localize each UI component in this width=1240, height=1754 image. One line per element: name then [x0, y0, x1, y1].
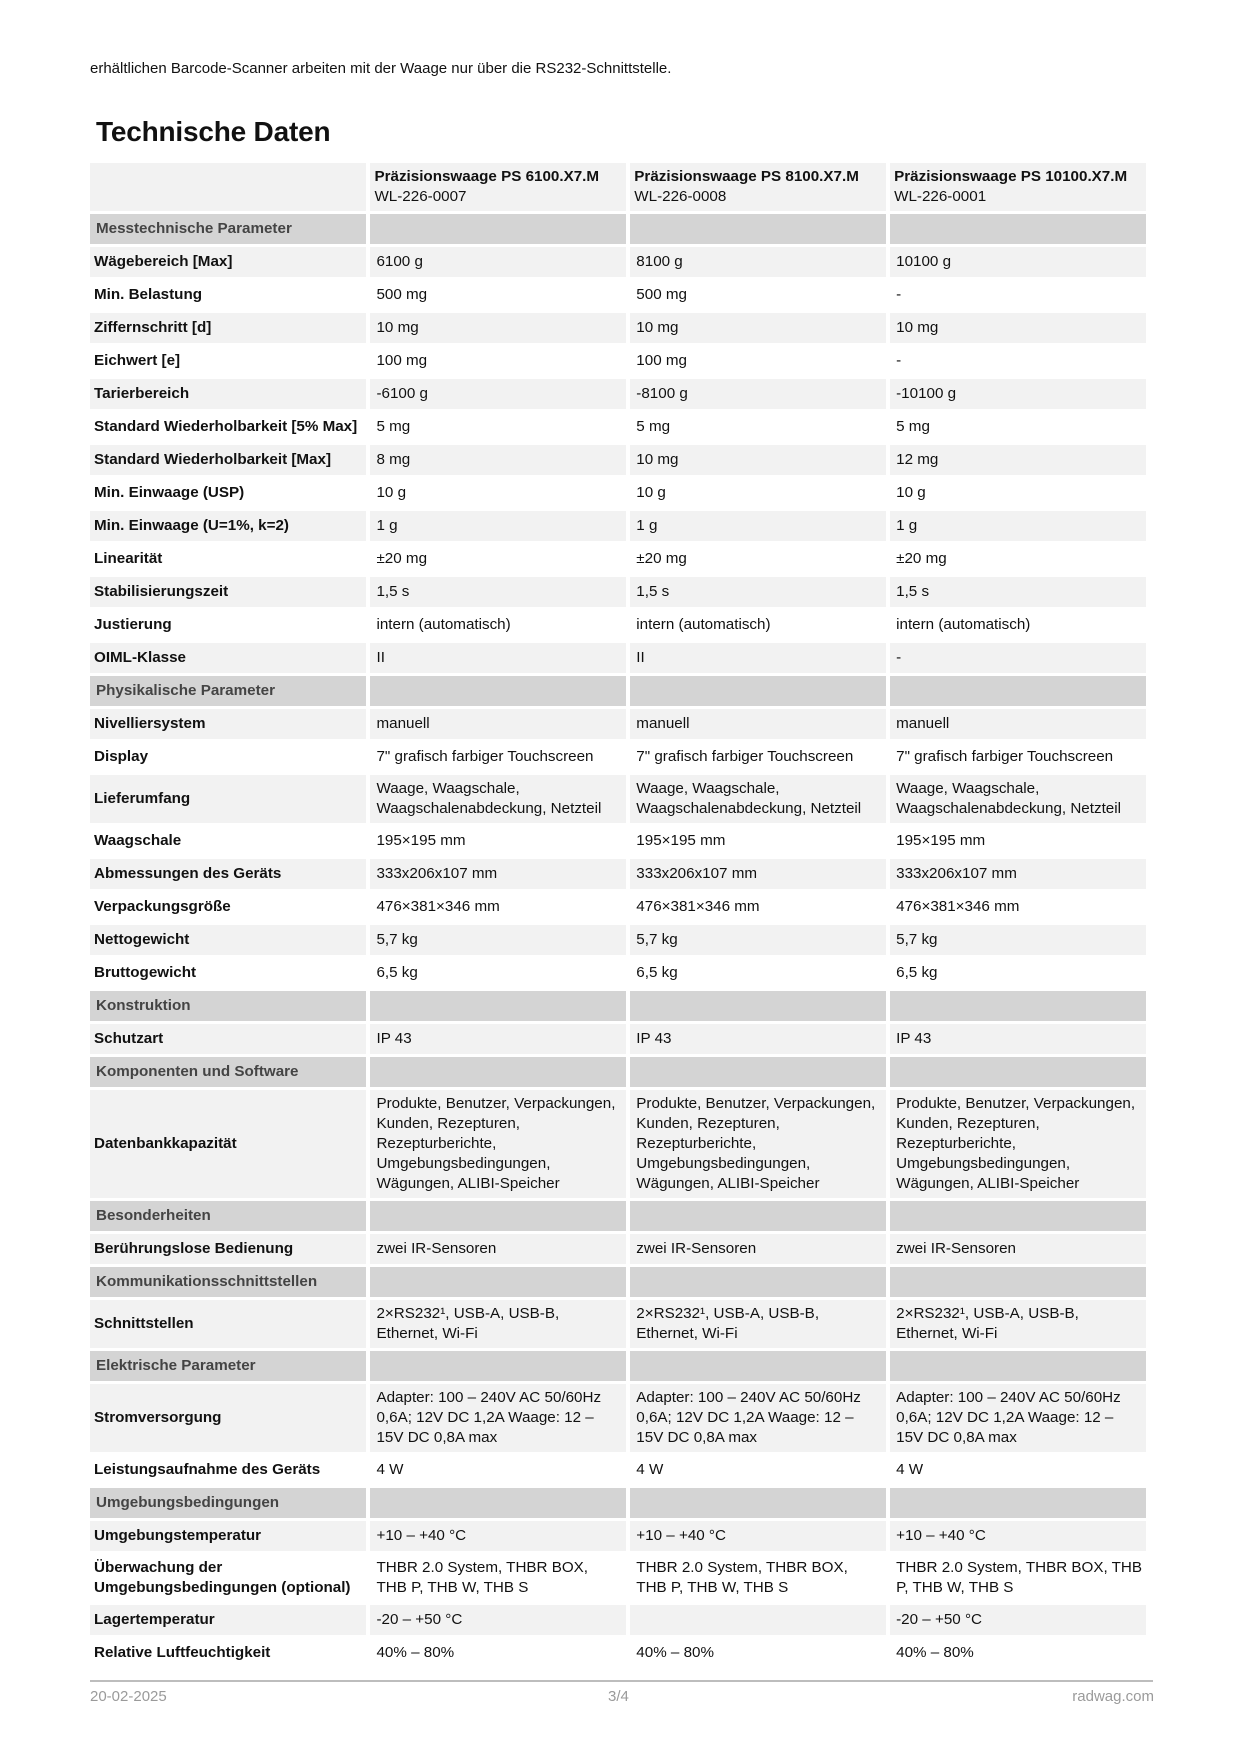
section-header-row — [90, 991, 1146, 1021]
spec-value — [630, 1605, 886, 1635]
spec-table — [86, 160, 1150, 1671]
spec-value: THBR 2.0 System, THBR BOX, THB P, THB W, THB S — [376, 1559, 589, 1596]
spec-value: 40% – 80% — [376, 1644, 455, 1661]
spec-value: ±20 mg — [896, 550, 947, 567]
spec-value: -20 – +50 °C — [890, 1605, 1146, 1635]
spec-value: 1 g — [370, 511, 626, 541]
spec-label: OIML-Klasse — [90, 643, 366, 673]
spec-value: Adapter: 100 – 240V AC 50/60Hz 0,6A; 12V DC 1,2A Waage: 12 – 15V DC 0,8A max — [890, 1384, 1146, 1452]
spec-label: Stabilisierungszeit — [90, 577, 366, 607]
spec-value: zwei IR-Sensoren — [890, 1234, 1146, 1264]
section-label: Besonderheiten — [90, 1201, 366, 1231]
spec-row — [90, 709, 1146, 739]
spec-row — [90, 826, 1146, 856]
spec-value: 6,5 kg — [376, 964, 418, 981]
spec-label: Lieferumfang — [90, 775, 366, 823]
section-filler-cell — [370, 1488, 626, 1518]
spec-value: 8100 g — [630, 247, 886, 277]
spec-label: Umgebungstemperatur — [90, 1521, 366, 1551]
spec-value: 476×381×346 mm — [376, 898, 500, 915]
spec-row — [90, 445, 1146, 475]
spec-row — [90, 892, 1146, 922]
spec-row — [90, 478, 1146, 508]
spec-label: Waagschale — [94, 832, 182, 849]
section-label: Umgebungsbedingungen — [90, 1488, 366, 1518]
spec-row — [90, 958, 1146, 988]
spec-value: 6,5 kg — [896, 964, 938, 981]
spec-row — [90, 379, 1146, 409]
section-filler-cell — [370, 676, 626, 706]
section-filler-cell — [630, 991, 886, 1021]
spec-label: Min. Belastung — [94, 286, 203, 303]
section-header-row — [90, 676, 1146, 706]
spec-value: 10 g — [636, 484, 666, 501]
spec-value: Adapter: 100 – 240V AC 50/60Hz 0,6A; 12V DC 1,2A Waage: 12 – 15V DC 0,8A max — [370, 1384, 626, 1452]
spec-value: IP 43 — [630, 1024, 886, 1054]
spec-value: manuell — [370, 709, 626, 739]
spec-value: 2×RS232¹, USB-A, USB-B, Ethernet, Wi-Fi — [370, 1300, 626, 1348]
model-header — [370, 163, 626, 211]
section-filler-cell — [630, 1267, 886, 1297]
spec-label: Leistungsaufnahme des Geräts — [94, 1461, 321, 1478]
spec-value: zwei IR-Sensoren — [630, 1234, 886, 1264]
spec-value: 8 mg — [370, 445, 626, 475]
spec-value: 500 mg — [376, 286, 428, 303]
spec-value: 10 mg — [630, 313, 886, 343]
spec-value: THBR 2.0 System, THBR BOX, THB P, THB W, THB S — [896, 1559, 1142, 1596]
spec-value: 5,7 kg — [890, 925, 1146, 955]
spec-value: 5 mg — [376, 418, 411, 435]
spec-value: 40% – 80% — [896, 1644, 974, 1661]
spec-label: Nivelliersystem — [90, 709, 366, 739]
model-header-row — [90, 163, 1146, 211]
spec-row — [90, 742, 1146, 772]
section-filler-cell — [630, 1488, 886, 1518]
section-filler-cell — [630, 1057, 886, 1087]
section-header-row — [90, 1488, 1146, 1518]
spec-row — [90, 1638, 1146, 1668]
spec-value: 1,5 s — [630, 577, 886, 607]
spec-value: 10100 g — [890, 247, 1146, 277]
header-corner — [90, 163, 366, 211]
spec-table-body — [90, 214, 1146, 1668]
section-filler-cell — [890, 1201, 1146, 1231]
spec-row — [90, 1234, 1146, 1264]
spec-value: 10 mg — [370, 313, 626, 343]
model-code: WL-226-0007 — [374, 188, 467, 205]
section-filler-cell — [370, 1201, 626, 1231]
spec-row — [90, 313, 1146, 343]
spec-label: Relative Luftfeuchtigkeit — [94, 1644, 271, 1661]
model-header — [890, 163, 1146, 211]
spec-value: 2×RS232¹, USB-A, USB-B, Ethernet, Wi-Fi — [890, 1300, 1146, 1348]
section-filler-cell — [630, 676, 886, 706]
spec-value: 4 W — [376, 1461, 404, 1478]
spec-value: 1 g — [630, 511, 886, 541]
spec-label: Nettogewicht — [90, 925, 366, 955]
spec-value: Waage, Waagschale, Waagschalenabdeckung, Netzteil — [890, 775, 1146, 823]
spec-value: 4 W — [896, 1461, 924, 1478]
spec-row — [90, 610, 1146, 640]
spec-value: II — [370, 643, 626, 673]
spec-value: 10 g — [896, 484, 926, 501]
spec-value: 100 mg — [376, 352, 428, 369]
spec-value: 1 g — [890, 511, 1146, 541]
spec-value: zwei IR-Sensoren — [370, 1234, 626, 1264]
section-label: Elektrische Parameter — [90, 1351, 366, 1381]
spec-value: Adapter: 100 – 240V AC 50/60Hz 0,6A; 12V DC 1,2A Waage: 12 – 15V DC 0,8A max — [630, 1384, 886, 1452]
spec-value: 10 mg — [630, 445, 886, 475]
spec-value: -20 – +50 °C — [370, 1605, 626, 1635]
spec-row — [90, 1554, 1146, 1602]
spec-label: Justierung — [94, 616, 172, 633]
model-header — [630, 163, 886, 211]
spec-value: Waage, Waagschale, Waagschalenabdeckung, Netzteil — [630, 775, 886, 823]
spec-value: 40% – 80% — [636, 1644, 714, 1661]
spec-value: intern (automatisch) — [636, 616, 771, 633]
spec-value: intern (automatisch) — [376, 616, 511, 633]
footer-date: 20-02-2025 — [90, 1688, 167, 1705]
spec-value: 5 mg — [896, 418, 930, 435]
model-name: Präzisionswaage PS 8100.X7.M — [634, 168, 859, 185]
spec-value: 1,5 s — [890, 577, 1146, 607]
spec-value: 195×195 mm — [896, 832, 986, 849]
spec-value: +10 – +40 °C — [370, 1521, 626, 1551]
spec-label: Überwachung der Umgebungsbedingungen (optional) — [94, 1559, 351, 1596]
spec-value: 10 mg — [890, 313, 1146, 343]
spec-value: 195×195 mm — [376, 832, 466, 849]
spec-value: 6100 g — [370, 247, 626, 277]
spec-label: Berührungslose Bedienung — [90, 1234, 366, 1264]
section-filler-cell — [890, 1488, 1146, 1518]
spec-value: 2×RS232¹, USB-A, USB-B, Ethernet, Wi-Fi — [630, 1300, 886, 1348]
spec-label: Eichwert [e] — [94, 352, 181, 369]
spec-row — [90, 1455, 1146, 1485]
spec-row — [90, 859, 1146, 889]
spec-value: ±20 mg — [376, 550, 428, 567]
spec-value: -10100 g — [890, 379, 1146, 409]
spec-value: IP 43 — [370, 1024, 626, 1054]
spec-value: 195×195 mm — [636, 832, 726, 849]
section-filler-cell — [890, 676, 1146, 706]
section-header-row — [90, 1351, 1146, 1381]
intro-text: erhältlichen Barcode-Scanner arbeiten mit der Waage nur über die RS232-Schnittstelle. — [90, 60, 672, 77]
spec-value: 500 mg — [636, 286, 687, 303]
footer-divider — [90, 1680, 1153, 1682]
spec-row — [90, 346, 1146, 376]
spec-label: Linearität — [94, 550, 163, 567]
spec-label: Min. Einwaage (USP) — [94, 484, 245, 501]
spec-value: Produkte, Benutzer, Verpackungen, Kunden, Rezepturen, Rezepturberichte, Umgebungsbedingungen, Wägungen, ALIBI-Speicher — [630, 1090, 886, 1198]
section-filler-cell — [630, 214, 886, 244]
spec-value: 5,7 kg — [630, 925, 886, 955]
spec-value: Produkte, Benutzer, Verpackungen, Kunden, Rezepturen, Rezepturberichte, Umgebungsbedingungen, Wägungen, ALIBI-Speicher — [890, 1090, 1146, 1198]
section-label: Physikalische Parameter — [90, 676, 366, 706]
spec-value: +10 – +40 °C — [630, 1521, 886, 1551]
spec-row — [90, 1024, 1146, 1054]
section-filler-cell — [630, 1201, 886, 1231]
spec-value: 333x206x107 mm — [370, 859, 626, 889]
section-filler-cell — [370, 1351, 626, 1381]
spec-value: 7" grafisch farbiger Touchscreen — [896, 748, 1114, 765]
section-filler-cell — [890, 991, 1146, 1021]
spec-label: Standard Wiederholbarkeit [Max] — [90, 445, 366, 475]
spec-value: 333x206x107 mm — [630, 859, 886, 889]
section-filler-cell — [370, 1267, 626, 1297]
spec-value: +10 – +40 °C — [890, 1521, 1146, 1551]
section-filler-cell — [890, 1057, 1146, 1087]
spec-label: Ziffernschritt [d] — [90, 313, 366, 343]
model-name: Präzisionswaage PS 6100.X7.M — [374, 168, 600, 185]
section-label: Komponenten und Software — [90, 1057, 366, 1087]
spec-label: Schnittstellen — [90, 1300, 366, 1348]
spec-value: Produkte, Benutzer, Verpackungen, Kunden, Rezepturen, Rezepturberichte, Umgebungsbedingungen, Wägungen, ALIBI-Speicher — [370, 1090, 626, 1198]
spec-row — [90, 412, 1146, 442]
spec-row — [90, 577, 1146, 607]
spec-label: Abmessungen des Geräts — [90, 859, 366, 889]
spec-value: 7" grafisch farbiger Touchscreen — [376, 748, 594, 765]
spec-value: 1,5 s — [370, 577, 626, 607]
spec-row — [90, 247, 1146, 277]
spec-value: Waage, Waagschale, Waagschalenabdeckung, Netzteil — [370, 775, 626, 823]
spec-label: Schutzart — [90, 1024, 366, 1054]
model-code: WL-226-0001 — [894, 188, 987, 205]
spec-value: THBR 2.0 System, THBR BOX, THB P, THB W, THB S — [636, 1559, 848, 1596]
spec-value: - — [896, 352, 902, 369]
page-title: Technische Daten — [96, 116, 331, 147]
spec-value: intern (automatisch) — [896, 616, 1031, 633]
spec-label: Lagertemperatur — [90, 1605, 366, 1635]
spec-value: IP 43 — [890, 1024, 1146, 1054]
spec-row — [90, 1090, 1146, 1198]
spec-value: 6,5 kg — [636, 964, 678, 981]
spec-label: Wägebereich [Max] — [90, 247, 366, 277]
spec-label: Stromversorgung — [90, 1384, 366, 1452]
spec-value: manuell — [630, 709, 886, 739]
spec-row — [90, 775, 1146, 823]
spec-row — [90, 280, 1146, 310]
spec-label: Tarierbereich — [90, 379, 366, 409]
section-label: Konstruktion — [90, 991, 366, 1021]
spec-value: 4 W — [636, 1461, 664, 1478]
spec-label: Verpackungsgröße — [94, 898, 231, 915]
spec-label: Display — [94, 748, 149, 765]
spec-row — [90, 925, 1146, 955]
model-name: Präzisionswaage PS 10100.X7.M — [894, 168, 1128, 185]
section-header-row — [90, 1201, 1146, 1231]
spec-value: 10 g — [376, 484, 407, 501]
spec-value: 12 mg — [890, 445, 1146, 475]
spec-value: -8100 g — [630, 379, 886, 409]
section-header-row — [90, 1267, 1146, 1297]
spec-value: 7" grafisch farbiger Touchscreen — [636, 748, 854, 765]
section-filler-cell — [890, 214, 1146, 244]
spec-value: 476×381×346 mm — [636, 898, 760, 915]
section-filler-cell — [890, 1351, 1146, 1381]
footer-website: radwag.com — [1072, 1688, 1154, 1705]
spec-value: 5 mg — [636, 418, 671, 435]
spec-row — [90, 1384, 1146, 1452]
spec-row — [90, 1521, 1146, 1551]
spec-value: -6100 g — [370, 379, 626, 409]
section-filler-cell — [370, 214, 626, 244]
spec-row — [90, 1300, 1146, 1348]
section-header-row — [90, 214, 1146, 244]
spec-value: manuell — [890, 709, 1146, 739]
spec-label: Datenbankkapazität — [90, 1090, 366, 1198]
model-code: WL-226-0008 — [634, 188, 727, 205]
spec-row — [90, 1605, 1146, 1635]
section-filler-cell — [370, 991, 626, 1021]
section-filler-cell — [630, 1351, 886, 1381]
spec-value: II — [630, 643, 886, 673]
footer-page-number: 3/4 — [608, 1688, 629, 1705]
spec-label: Standard Wiederholbarkeit [5% Max] — [94, 418, 358, 435]
section-filler-cell — [890, 1267, 1146, 1297]
spec-row — [90, 643, 1146, 673]
spec-value: 333x206x107 mm — [890, 859, 1146, 889]
spec-label: Bruttogewicht — [94, 964, 197, 981]
spec-label: Min. Einwaage (U=1%, k=2) — [90, 511, 366, 541]
spec-value: 5,7 kg — [370, 925, 626, 955]
section-header-row — [90, 1057, 1146, 1087]
spec-row — [90, 511, 1146, 541]
spec-value: - — [896, 286, 902, 303]
spec-value: 100 mg — [636, 352, 687, 369]
spec-row — [90, 544, 1146, 574]
section-label: Kommunikationsschnittstellen — [90, 1267, 366, 1297]
section-label: Messtechnische Parameter — [90, 214, 366, 244]
spec-value: - — [890, 643, 1146, 673]
spec-value: ±20 mg — [636, 550, 687, 567]
spec-value: 476×381×346 mm — [896, 898, 1020, 915]
section-filler-cell — [370, 1057, 626, 1087]
